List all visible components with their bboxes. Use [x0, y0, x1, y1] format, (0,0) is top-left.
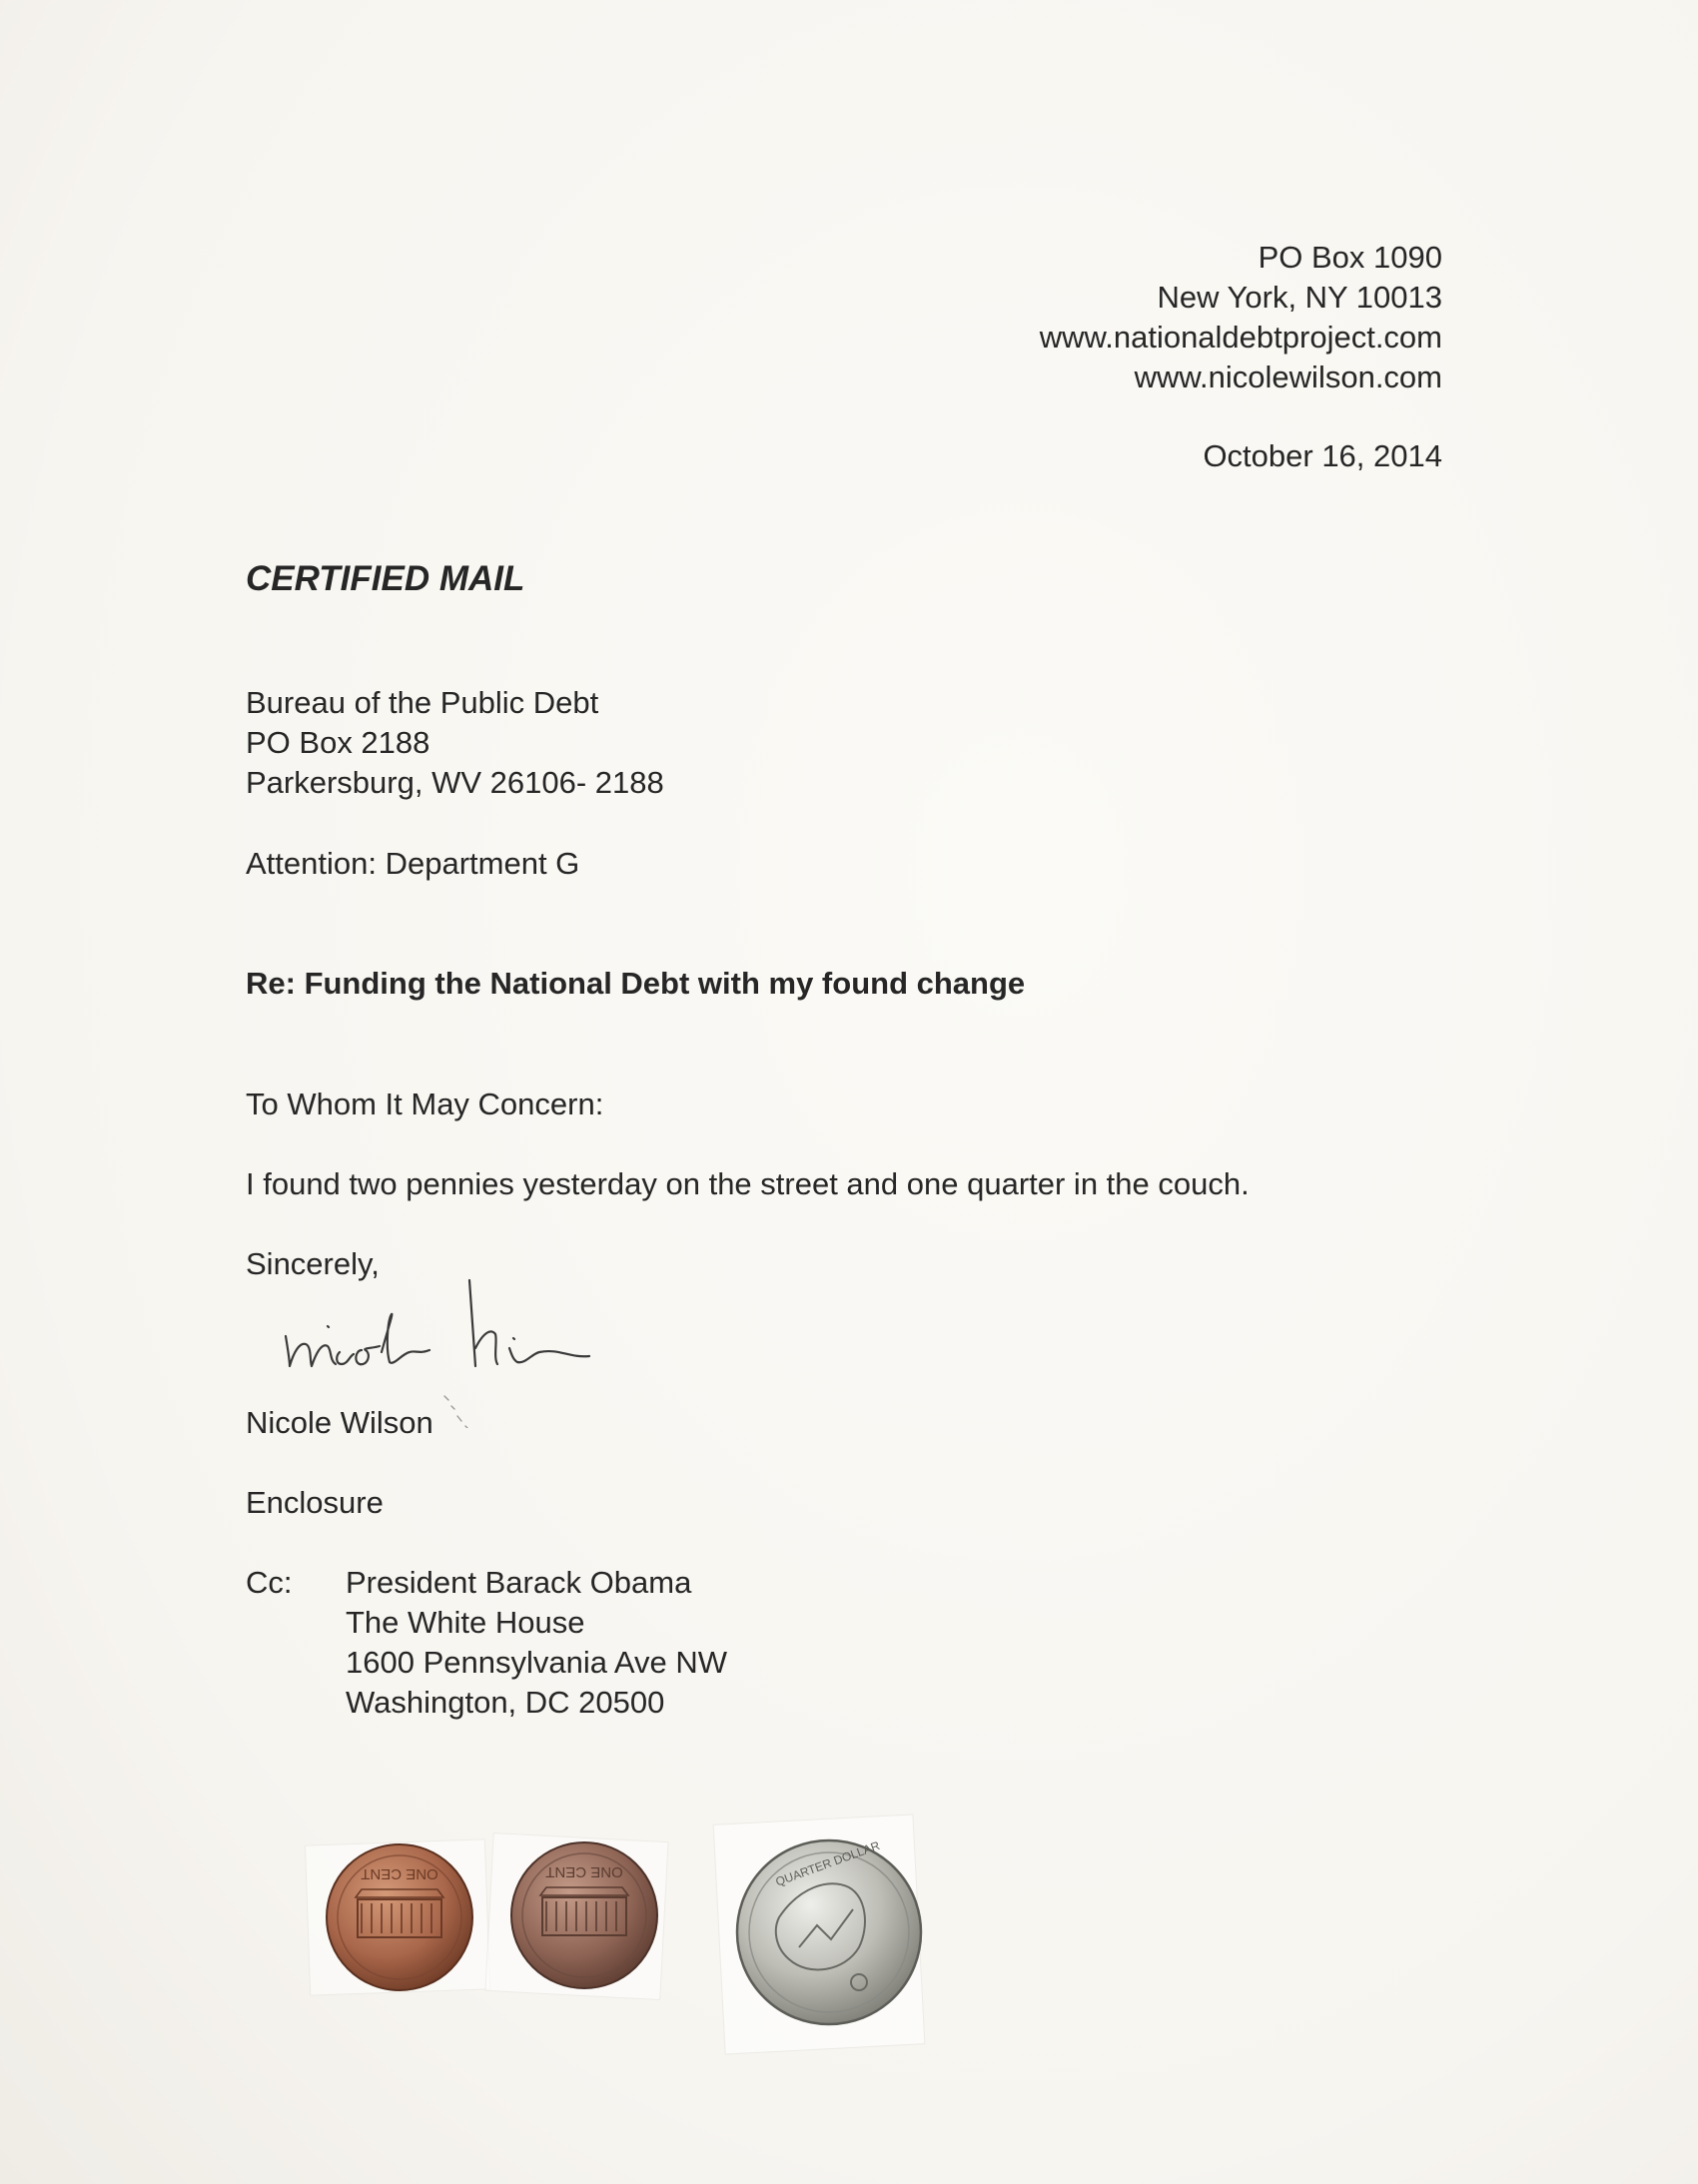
salutation: To Whom It May Concern:	[246, 1087, 604, 1121]
coin-denomination-text: ONE CENT	[361, 1865, 438, 1882]
coin-denomination-text: QUARTER DOLLAR	[773, 1837, 882, 1889]
recipient-address-line: PO Box 2188	[246, 725, 430, 760]
penny-coin	[485, 1833, 668, 2000]
sender-address-line: PO Box 1090	[1258, 240, 1442, 275]
attention-line: Attention: Department G	[246, 846, 580, 881]
recipient-address	[246, 683, 664, 803]
body-paragraph: I found two pennies yesterday on the street and one quarter in the couch.	[246, 1166, 1250, 1201]
cc-address	[346, 1563, 727, 1723]
cc-address-line: 1600 Pennsylvania Ave NW	[346, 1645, 727, 1680]
coin-denomination-text: ONE CENT	[545, 1863, 623, 1880]
penny-coin	[305, 1839, 489, 1995]
sender-address	[1040, 238, 1442, 397]
cc-address-line: Washington, DC 20500	[346, 1685, 665, 1720]
cc-address-line: President Barack Obama	[346, 1565, 692, 1600]
cc-address-line: The White House	[346, 1605, 585, 1640]
signer-name: Nicole Wilson	[246, 1405, 433, 1440]
cc-label: Cc:	[246, 1565, 293, 1600]
closing: Sincerely,	[246, 1246, 380, 1281]
letter-date: October 16, 2014	[1203, 438, 1442, 473]
mail-type-heading: CERTIFIED MAIL	[246, 559, 525, 598]
taped-coins	[300, 1798, 979, 2057]
quarter-coin	[713, 1815, 925, 2054]
recipient-address-line: Bureau of the Public Debt	[246, 685, 599, 720]
sender-address-line: New York, NY 10013	[1157, 280, 1442, 315]
recipient-address-line: Parkersburg, WV 26106- 2188	[246, 765, 664, 800]
sender-website-link[interactable]: www.nationaldebtproject.com	[1039, 320, 1442, 355]
enclosure-note: Enclosure	[246, 1485, 384, 1520]
sender-website-link[interactable]: www.nicolewilson.com	[1134, 360, 1442, 394]
subject-line: Re: Funding the National Debt with my found change	[246, 966, 1026, 1001]
